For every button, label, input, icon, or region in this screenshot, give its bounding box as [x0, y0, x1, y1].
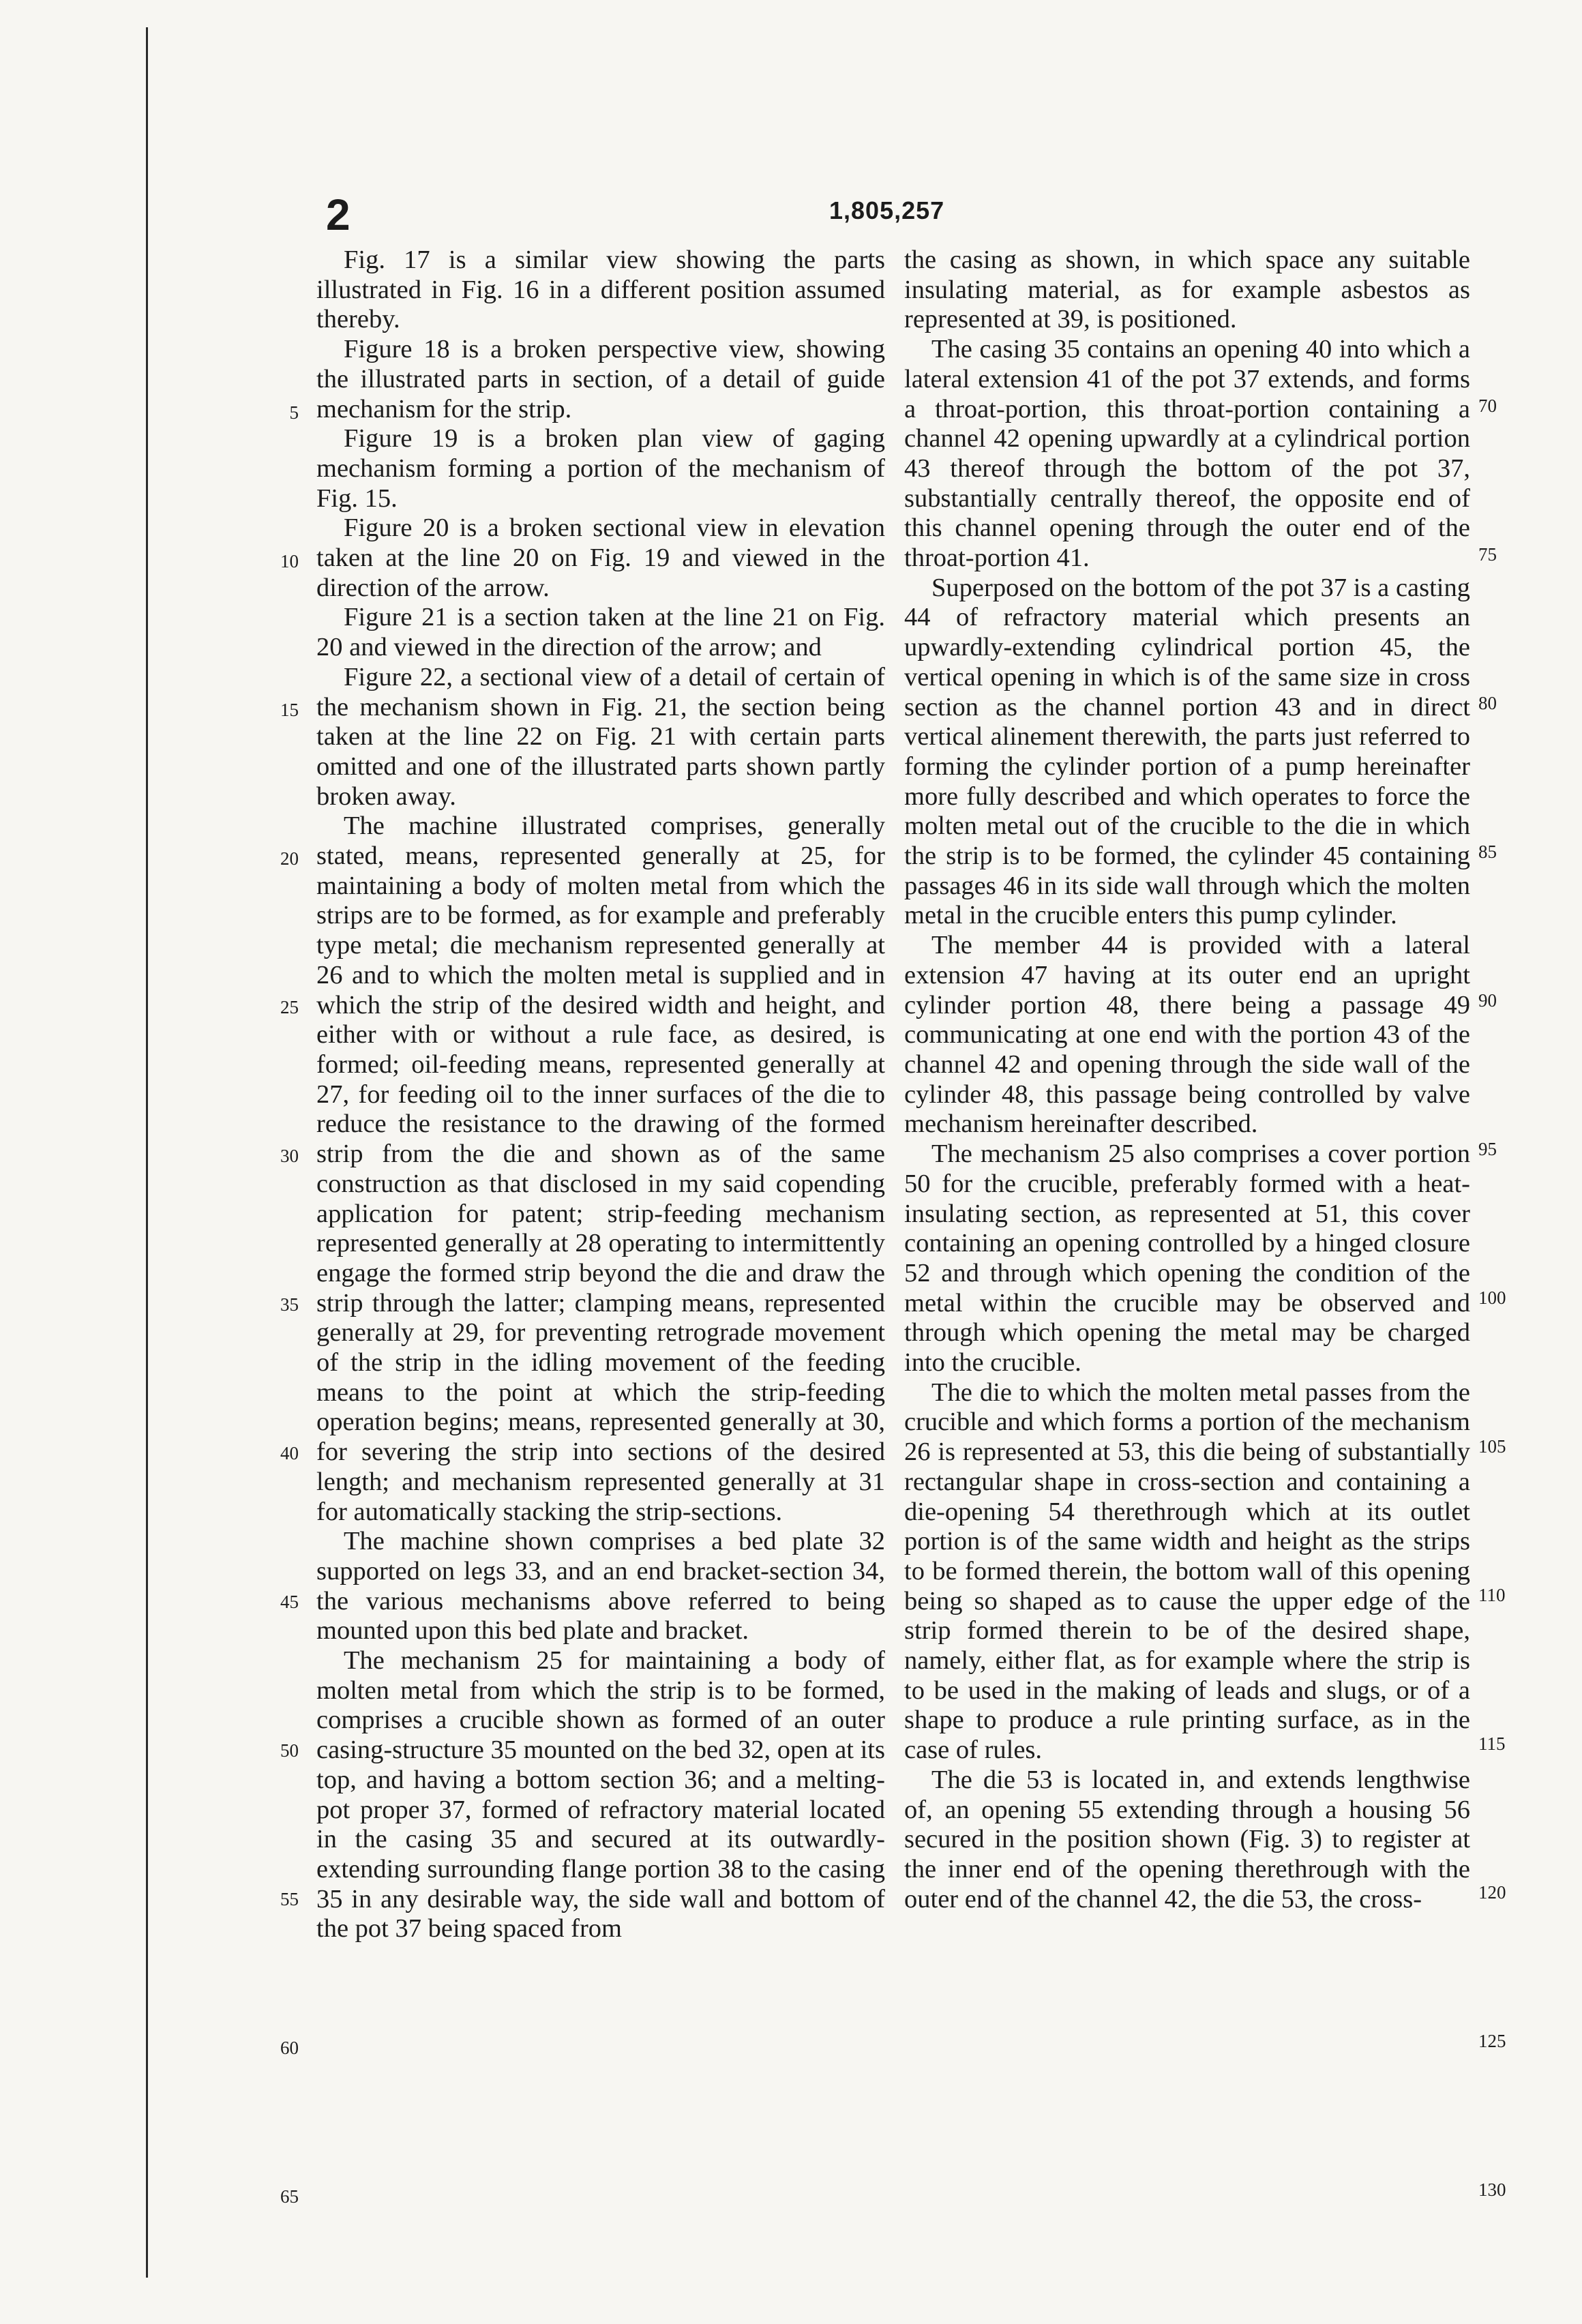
paragraph: Figure 21 is a section taken at the line 21 on Fig. 20 and viewed in the direction of the arrow; and	[316, 603, 885, 662]
right-text-column	[904, 245, 1470, 1914]
line-number: 115	[1478, 1733, 1506, 1754]
line-number: 10	[280, 551, 299, 571]
line-number: 65	[280, 2186, 299, 2207]
line-number: 95	[1478, 1139, 1497, 1159]
paragraph: The die to which the molten metal passes from the crucible and which forms a portion of the mechanism 26 is represented at 53, this die being of substantially rectangular shape in cross-section and containing a die-opening 54 therethrough which at its outlet portion is of the same width and height as the strips to be formed therein, the bottom wall of this opening being so shaped as to cause the upper edge of the strip formed therein to be of the desired shape, namely, either flat, as for example where the strip is to be used in the making of leads and slugs, or of a shape to produce a rule printing surface, as in the case of rules.	[904, 1377, 1470, 1765]
paragraph: The mechanism 25 also comprises a cover portion 50 for the crucible, preferably formed with a heat-insulating section, as represented at 51, this cover containing an opening controlled by a hinged closure 52 and through which opening the condition of the metal within the crucible may be observed and through which opening the metal may be charged into the crucible.	[904, 1139, 1470, 1377]
page-number: 2	[326, 190, 350, 239]
paragraph: The machine illustrated comprises, generally stated, means, represented generally at 25, for maintaining a body of molten metal from which the strips are to be formed, as for example and preferably type metal; die mechanism represented generally at 26 and to which the molten metal is supplied and in which the strip of the desired width and height, and either with or without a rule face, as desired, is formed; oil-feeding means, represented generally at 27, for feeding oil to the inner surfaces of the die to reduce the resistance to the drawing of the formed strip from the die and shown as of the same construction as that disclosed in my said copending application for patent; strip-feeding mechanism represented generally at 28 operating to intermittently engage the formed strip beyond the die and draw the strip through the latter; clamping means, represented generally at 29, for preventing retrograde movement of the strip in the idling movement of the feeding means to the point at which the strip-feeding operation begins; means, represented generally at 30, for severing the strip into sections of the desired length; and mechanism represented generally at 31 for automatically stacking the strip-sections.	[316, 811, 885, 1526]
paragraph: Figure 18 is a broken perspective view, showing the illustrated parts in section, of a detail of guide mechanism for the strip.	[316, 335, 885, 423]
line-number: 50	[280, 1740, 299, 1761]
line-number: 70	[1478, 396, 1497, 416]
paragraph: Figure 20 is a broken sectional view in elevation taken at the line 20 on Fig. 19 and viewed in the direction of the arrow.	[316, 513, 885, 602]
paragraph: Superposed on the bottom of the pot 37 is a casting 44 of refractory material which presents an upwardly-extending cylindrical portion 45, the vertical opening in which is of the same size in cross section as the channel portion 43 and in direct vertical alinement therewith, the parts just referred to forming the cylinder portion of a pump hereinafter more fully described and which operates to force the molten metal out of the crucible to the die in which the strip is to be formed, the cylinder 45 containing passages 46 in its side wall through which the molten metal in the crucible enters this pump cylinder.	[904, 573, 1470, 930]
paragraph: Fig. 17 is a similar view showing the parts illustrated in Fig. 16 in a different position assumed thereby.	[316, 245, 885, 334]
paragraph: The mechanism 25 for maintaining a body of molten metal from which the strip is to be formed, comprises a crucible shown as formed of an outer casing-structure 35 mounted on the bed 32, open at its top, and having a bottom section 36; and a melting-pot proper 37, formed of refractory material located in the casing 35 and secured at its outwardly-extending surrounding flange portion 38 to the casing 35 in any desirable way, the side wall and bottom of the pot 37 being spaced from	[316, 1646, 885, 1943]
paragraph: Figure 22, a sectional view of a detail of certain of the mechanism shown in Fig. 21, the section being taken at the line 22 on Fig. 21 with certain parts omitted and one of the illustrated parts shown partly broken away.	[316, 662, 885, 811]
line-number: 90	[1478, 990, 1497, 1011]
line-number: 125	[1478, 2031, 1506, 2051]
paragraph: Figure 19 is a broken plan view of gaging mechanism forming a portion of the mechanism of Fig. 15.	[316, 424, 885, 513]
line-number: 5	[289, 402, 299, 423]
line-number: 130	[1478, 2179, 1506, 2200]
line-number: 25	[280, 997, 299, 1017]
line-number: 100	[1478, 1287, 1506, 1308]
page-edge-rule	[146, 27, 148, 2278]
line-number: 80	[1478, 693, 1497, 713]
paragraph: The die 53 is located in, and extends lengthwise of, an opening 55 extending through a housing 56 secured in the position shown (Fig. 3) to register at the inner end of the opening therethrough with the outer end of the channel 42, the die 53, the cross-	[904, 1765, 1470, 1913]
line-number: 55	[280, 1889, 299, 1909]
line-number: 45	[280, 1592, 299, 1612]
left-text-column	[316, 245, 885, 1944]
line-number: 75	[1478, 544, 1497, 565]
line-number: 120	[1478, 1882, 1506, 1903]
patent-number: 1,805,257	[829, 196, 945, 224]
line-number: 20	[280, 848, 299, 869]
paragraph: The casing 35 contains an opening 40 into which a lateral extension 41 of the pot 37 extends, and forms a throat-portion, this throat-portion containing a channel 42 opening upwardly at a cylindrical portion 43 thereof through the bottom of the pot 37, substantially centrally thereof, the opposite end of this channel opening through the outer end of the throat-portion 41.	[904, 335, 1470, 573]
line-number: 35	[280, 1294, 299, 1315]
line-number: 30	[280, 1146, 299, 1166]
paragraph-continuation: the casing as shown, in which space any suitable insulating material, as for example asbestos as represented at 39, is positioned.	[904, 245, 1470, 334]
line-number: 60	[280, 2038, 299, 2058]
paragraph: The machine shown comprises a bed plate 32 supported on legs 33, and an end bracket-section 34, the various mechanisms above referred to being mounted upon this bed plate and bracket.	[316, 1527, 885, 1645]
line-number: 85	[1478, 841, 1497, 862]
line-number: 110	[1478, 1585, 1506, 1605]
line-number: 15	[280, 700, 299, 720]
line-number: 105	[1478, 1436, 1506, 1457]
line-number: 40	[280, 1443, 299, 1463]
paragraph: The member 44 is provided with a lateral extension 47 having at its outer end an upright cylinder portion 48, there being a passage 49 communicating at one end with the portion 43 of the channel 42 and opening through the side wall of the cylinder 48, this passage being controlled by valve mechanism hereinafter described.	[904, 931, 1470, 1139]
